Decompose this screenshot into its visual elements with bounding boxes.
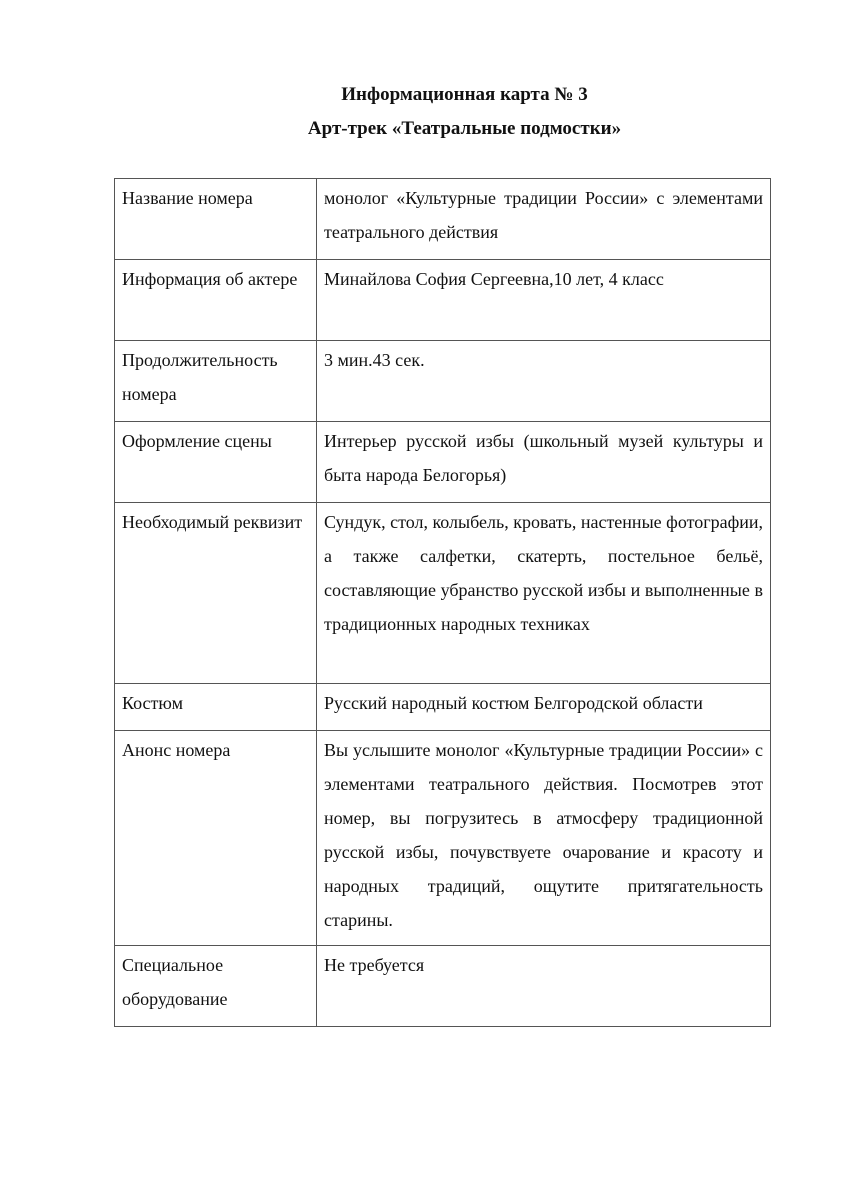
table-row [115, 422, 771, 503]
row-value: монолог «Культурные традиции России» с элементами театрального действия [317, 179, 771, 260]
row-label: Анонс номера [115, 731, 317, 946]
table-row [115, 684, 771, 731]
table-row [115, 260, 771, 341]
row-value: Русский народный костюм Белгородской области [317, 684, 771, 731]
row-value: Вы услышите монолог «Культурные традиции России» с элементами театрального действия. Посмотрев этот номер, вы погрузитесь в атмосферу традиционной русской избы, почувствуете очарование и красоту и народных традиций, ощутите притягательность старины. [317, 731, 771, 946]
info-card-table [114, 178, 771, 1027]
row-label: Продолжительность номера [115, 341, 317, 422]
document-subtitle: Арт-трек «Театральные подмостки» [307, 118, 622, 139]
row-value: Интерьер русской избы (школьный музей культуры и быта народа Белогорья) [317, 422, 771, 503]
row-label: Информация об актере [115, 260, 317, 341]
row-label: Оформление сцены [115, 422, 317, 503]
table-row [115, 341, 771, 422]
row-label: Костюм [115, 684, 317, 731]
table-row [115, 503, 771, 684]
row-label: Необходимый реквизит [115, 503, 317, 684]
row-value: Сундук, стол, колыбель, кровать, настенные фотографии, а также салфетки, скатерть, постельное бельё, составляющие убранство русской избы и выполненные в традиционных народных техниках [317, 503, 771, 684]
row-value: Минайлова София Сергеевна,10 лет, 4 класс [317, 260, 771, 341]
document-title: Информационная карта № 3 [341, 84, 588, 105]
table-row [115, 731, 771, 946]
row-value: Не требуется [317, 946, 771, 1027]
table-row [115, 946, 771, 1027]
row-label: Специальное оборудование [115, 946, 317, 1027]
table-row [115, 179, 771, 260]
row-label: Название номера [115, 179, 317, 260]
row-value: 3 мин.43 сек. [317, 341, 771, 422]
